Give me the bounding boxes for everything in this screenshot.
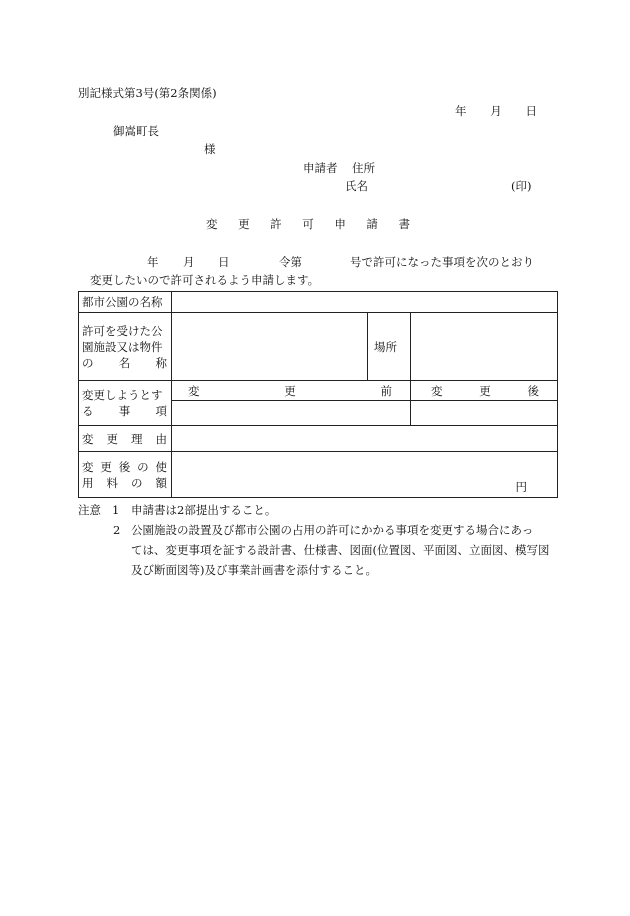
table-row [79,292,558,313]
location-value[interactable] [411,313,558,381]
date-month: 月 [490,104,502,118]
park-name-label: 都市公園の名称 [79,292,172,313]
addressee: 御嵩町長 [113,124,159,138]
submission-date [455,104,537,118]
change-item-label: 変更しようとす る 事 項 [79,381,172,426]
note-2-line-2: ては、変更事項を証する設計書、仕様書、図面(位置図、平面図、立面図、模写図 [131,543,550,557]
note-2-line-3: 及び断面図等)及び事業計画書を添付すること。 [131,563,377,577]
title-char: 許 [270,217,282,231]
before-change-header: 変 更 前 [172,381,411,401]
date-day: 日 [525,104,537,118]
title-char: 請 [366,217,378,231]
form-style-label: 別記様式第3号(第2条関係) [78,86,217,100]
change-reason-label: 変 更 理 由 [79,426,172,452]
fee-label: 変 更 後 の 使 用 料 の 額 [79,452,172,498]
title-char: 書 [398,217,410,231]
date-year: 年 [455,104,467,118]
application-table [78,291,558,498]
body-number-prefix: 令第 [279,255,302,269]
location-label: 場 所 [368,313,411,381]
table-row [79,381,558,401]
form-title [206,217,410,231]
note-2-line-1: 公園施設の設置及び都市公園の占用の許可にかかる事項を変更する場合にあっ [131,523,534,537]
table-row [79,313,558,381]
seal-mark: (印) [511,179,532,193]
applicant-label: 申請者 [303,161,338,175]
note-1-text: 申請書は2部提出すること。 [131,503,277,517]
table-row [79,426,558,452]
body-date-month: 月 [183,255,195,269]
note-1-number: 1 [112,503,120,517]
title-char: 申 [334,217,346,231]
yen-unit: 円 [515,480,527,494]
notes-prefix: 注意 [78,503,101,517]
facility-value[interactable] [172,313,368,381]
before-change-value[interactable] [172,401,411,426]
after-change-header: 変 更 後 [411,381,558,401]
facility-label: 許可を受けた公 園施設又は物件 の 名 称 [79,313,172,381]
park-name-value[interactable] [172,292,558,313]
body-date-day: 日 [218,255,230,269]
title-char: 可 [302,217,314,231]
body-date-year: 年 [147,255,159,269]
honorific: 様 [204,142,216,156]
table-row [79,452,558,498]
after-change-value[interactable] [411,401,558,426]
name-label: 氏名 [345,179,368,193]
address-label: 住所 [352,161,375,175]
note-2-number: 2 [113,523,121,537]
title-char: 変 [206,217,218,231]
title-char: 更 [238,217,250,231]
body-line1: 号で許可になった事項を次のとおり [350,255,534,269]
body-line2: 変更したいので許可されるよう申請します。 [90,273,320,287]
fee-value[interactable] [172,452,558,498]
change-reason-value[interactable] [172,426,558,452]
